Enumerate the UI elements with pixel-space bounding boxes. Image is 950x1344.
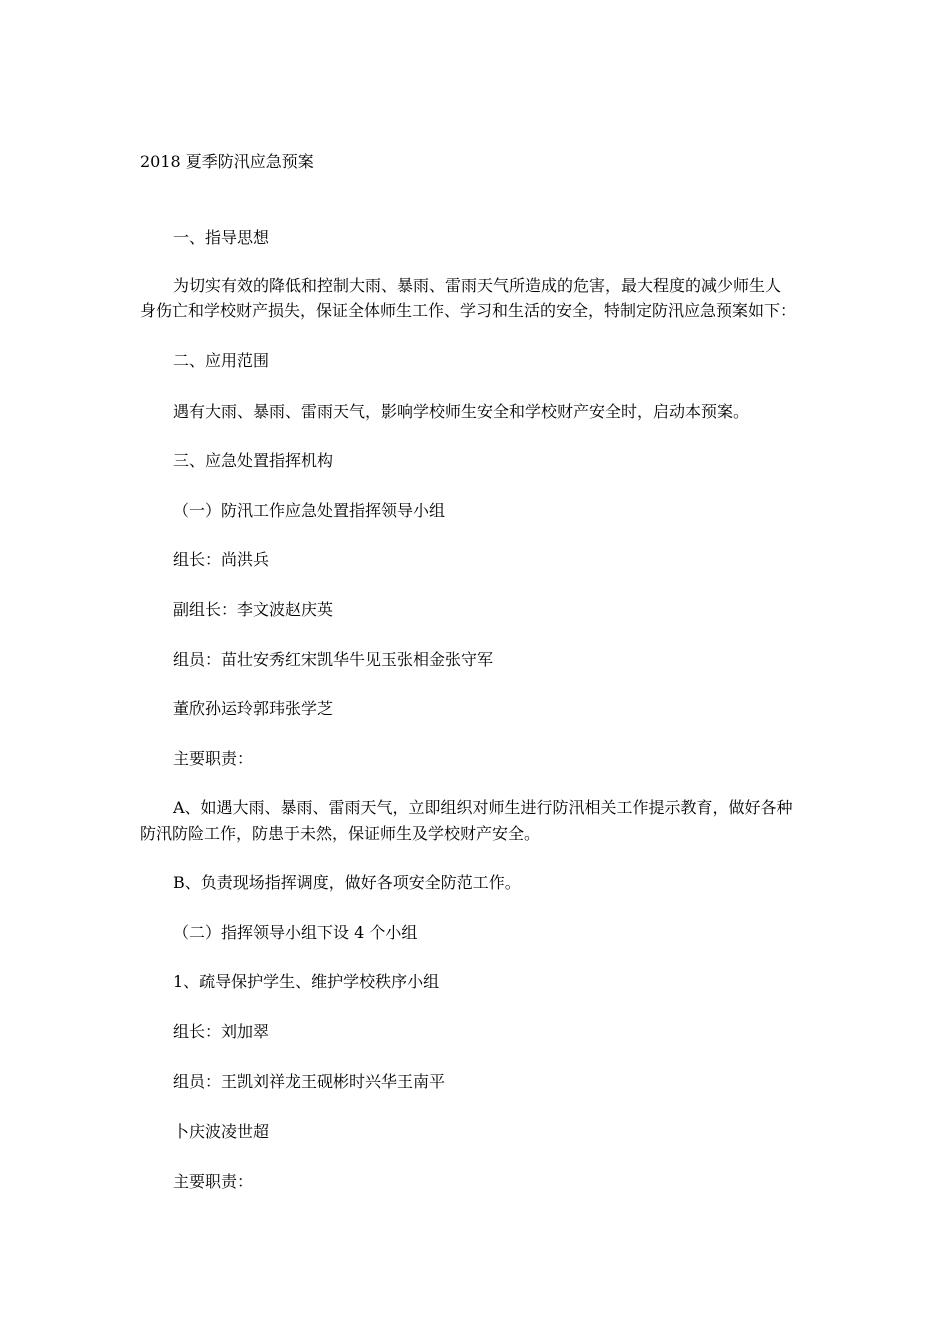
group1-members-line1: 组员：王凯刘祥龙王砚彬时兴华王南平 [173,1072,446,1091]
duty-a-line1: A、如遇大雨、暴雨、雷雨天气，立即组织对师生进行防汛相关工作提示教育，做好各种 [173,798,793,817]
duty-b: B、负责现场指挥调度，做好各项安全防范工作。 [173,873,521,892]
members-line2: 董欣孙运玲郭玮张学芝 [173,699,334,718]
section-heading-command-structure: 三、应急处置指挥机构 [173,451,334,470]
subsection-heading-leadership-group: （一）防汛工作应急处置指挥领导小组 [173,501,446,520]
group1-heading: 1、疏导保护学生、维护学校秩序小组 [173,972,440,991]
document-title: 2018 夏季防汛应急预案 [140,152,314,171]
group1-leader-line: 组长：刘加翠 [173,1022,270,1041]
deputy-leader-line: 副组长：李文波赵庆英 [173,600,334,619]
group1-members-line2: 卜庆波凌世超 [173,1122,270,1141]
paragraph-scope: 遇有大雨、暴雨、雷雨天气，影响学校师生安全和学校财产安全时，启动本预案。 [173,402,750,421]
duty-a-line2: 防汛防险工作，防患于未然，保证师生及学校财产安全。 [140,824,541,843]
paragraph-purpose-line2: 身伤亡和学校财产损失，保证全体师生工作、学习和生活的安全，特制定防汛应急预案如下： [140,301,797,320]
duties-heading: 主要职责： [173,749,254,768]
section-heading-guiding-ideology: 一、指导思想 [173,228,270,247]
members-line1: 组员：苗壮安秀红宋凯华牛见玉张相金张守军 [173,650,494,669]
section-heading-scope: 二、应用范围 [173,351,270,370]
subsection-heading-four-groups: （二）指挥领导小组下设 4 个小组 [173,923,418,942]
leader-line: 组长：尚洪兵 [173,550,270,569]
paragraph-purpose-line1: 为切实有效的降低和控制大雨、暴雨、雷雨天气所造成的危害，最大程度的减少师生人 [173,276,782,295]
group1-duties-heading: 主要职责： [173,1172,254,1191]
